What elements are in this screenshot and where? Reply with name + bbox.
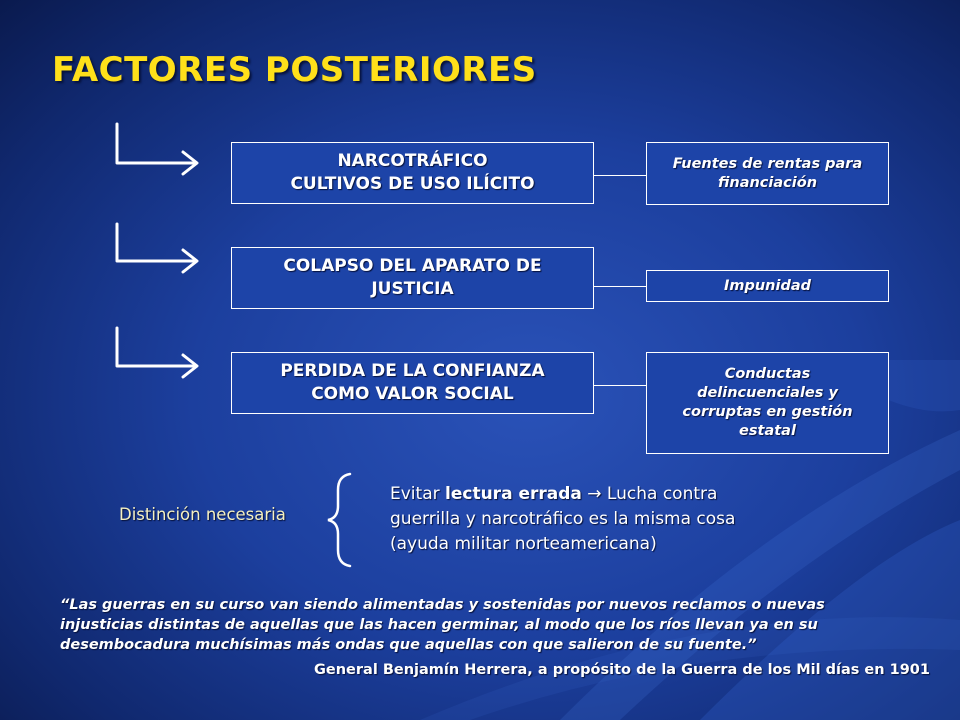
factor-line: CULTIVOS DE USO ILÍCITO	[290, 174, 535, 194]
note-line: (ayuda militar norteamericana)	[390, 534, 657, 554]
effect-line: delincuenciales y	[697, 385, 838, 401]
effect-line: corruptas en gestión	[682, 404, 853, 420]
quote-line: desembocadura muchísimas más ondas que aquellas con que salieron de su fuente.”	[60, 637, 757, 653]
factor-line: JUSTICIA	[371, 279, 454, 299]
note-prefix: Evitar	[390, 484, 446, 504]
factor-line: COLAPSO DEL APARATO DE	[283, 256, 542, 276]
note-line: guerrilla y narcotráfico es la misma cosa	[390, 509, 736, 529]
effect-line: estatal	[739, 423, 796, 439]
quote-line: injusticias distintas de aquellas que las hacen germinar, al modo que los ríos llevan ya en su	[60, 617, 818, 633]
quote-block	[60, 595, 940, 655]
page-title: FACTORES POSTERIORES	[52, 50, 537, 90]
distinction-note	[390, 482, 810, 557]
quote-attribution: General Benjamín Herrera, a propósito de la Guerra de los Mil días en 1901	[314, 662, 930, 678]
effect-line: Conductas	[724, 366, 811, 382]
right-arrow-icon: →	[587, 484, 602, 504]
quote-line: “Las guerras en su curso van siendo alimentadas y sostenidas por nuevos reclamos o nuevas	[60, 597, 825, 613]
factor-line: COMO VALOR SOCIAL	[311, 384, 514, 404]
effect-line: financiación	[717, 174, 818, 191]
effect-line: Fuentes de rentas para	[672, 155, 863, 172]
factor-line: NARCOTRÁFICO	[337, 151, 488, 171]
factor-line: PERDIDA DE LA CONFIANZA	[280, 361, 545, 381]
note-rest: Lucha contra	[601, 484, 718, 504]
distinction-label: Distinción necesaria	[119, 505, 286, 524]
note-emphasis: lectura errada	[445, 484, 582, 504]
effect-line: Impunidad	[723, 277, 812, 294]
